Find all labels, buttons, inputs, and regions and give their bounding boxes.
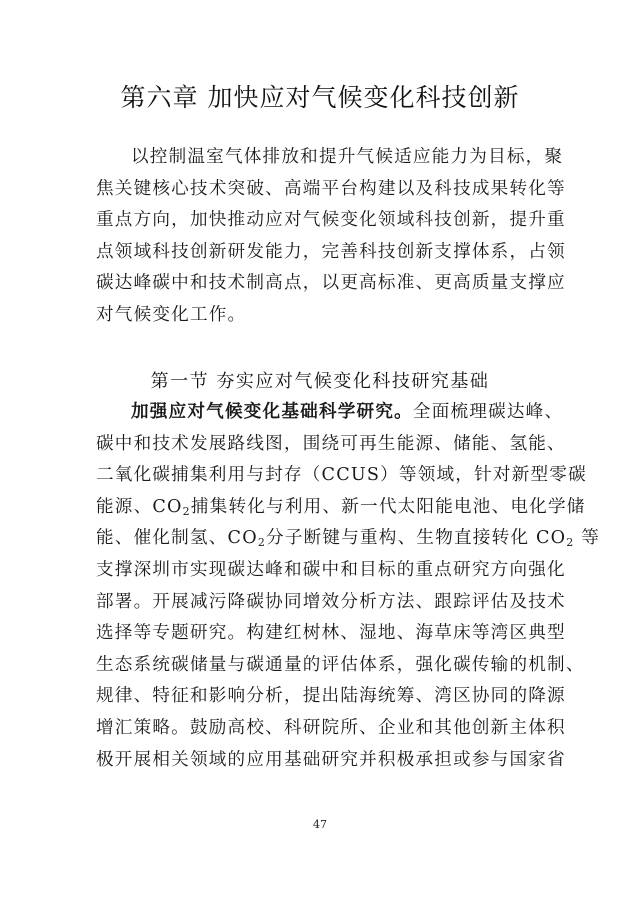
intro-line: 点领域科技创新研发能力，完善科技创新支撑体系，占领 bbox=[96, 241, 566, 262]
paragraph-line bbox=[96, 492, 586, 524]
subscript: 2 bbox=[566, 536, 575, 550]
paragraph-line bbox=[96, 523, 601, 555]
bold-lead-text: 加强应对气候变化基础科学研究。 bbox=[131, 402, 413, 422]
paragraph-line: 碳中和技术发展路线图，围绕可再生能源、储能、氢能、 bbox=[96, 433, 566, 454]
subscript: 2 bbox=[257, 536, 267, 550]
paragraph-line: 二氧化碳捕集利用与封存（CCUS）等领域，针对新型零碳 bbox=[96, 465, 587, 486]
section-heading: 第一节 夯实应对气候变化科技研究基础 bbox=[150, 371, 490, 392]
intro-line: 焦关键核心技术突破、高端平台构建以及科技成果转化等 bbox=[96, 178, 566, 199]
intro-line: 重点方向，加快推动应对气候变化领域科技创新，提升重 bbox=[96, 210, 566, 231]
paragraph-line: 生态系统碳储量与碳通量的评估体系，强化碳传输的机制、 bbox=[96, 654, 585, 675]
page-number: 47 bbox=[313, 818, 327, 831]
line-text: 等 bbox=[574, 528, 601, 549]
line-text: 分子断键与重构、生物直接转化 CO bbox=[266, 528, 567, 549]
chapter-title: 第六章 加快应对气候变化科技创新 bbox=[120, 83, 520, 112]
line-text: 能、催化制氢、CO bbox=[96, 528, 258, 549]
intro-line: 以控制温室气体排放和提升气候适应能力为目标，聚 bbox=[131, 147, 564, 167]
paragraph-line: 支撑深圳市实现碳达峰和碳中和目标的重点研究方向强化 bbox=[96, 559, 566, 580]
paragraph-line: 增汇策略。鼓励高校、科研院所、企业和其他创新主体积 bbox=[96, 717, 566, 738]
paragraph-line bbox=[96, 397, 564, 429]
line-text: 全面梳理碳达峰、 bbox=[412, 402, 564, 422]
intro-line: 对气候变化工作。 bbox=[96, 304, 247, 325]
line-text: 能源、CO bbox=[96, 496, 183, 517]
research-paragraph bbox=[96, 397, 601, 776]
subscript: 2 bbox=[182, 504, 191, 518]
paragraph-line: 规律、特征和影响分析，提出陆海统筹、湾区协同的降源 bbox=[96, 686, 566, 707]
paragraph-line: 选择等专题研究。构建红树林、湿地、海草床等湾区典型 bbox=[96, 623, 566, 644]
paragraph-line: 部署。开展减污降碳协同增效分析方法、跟踪评估及技术 bbox=[96, 591, 566, 612]
intro-paragraph bbox=[96, 142, 566, 332]
line-text: 捕集转化与利用、新一代太阳能电池、电化学储 bbox=[190, 496, 586, 517]
intro-line: 碳达峰碳中和技术制高点，以更高标准、更高质量支撑应 bbox=[96, 273, 566, 294]
paragraph-line: 极开展相关领域的应用基础研究并积极承担或参与国家省 bbox=[96, 749, 566, 770]
